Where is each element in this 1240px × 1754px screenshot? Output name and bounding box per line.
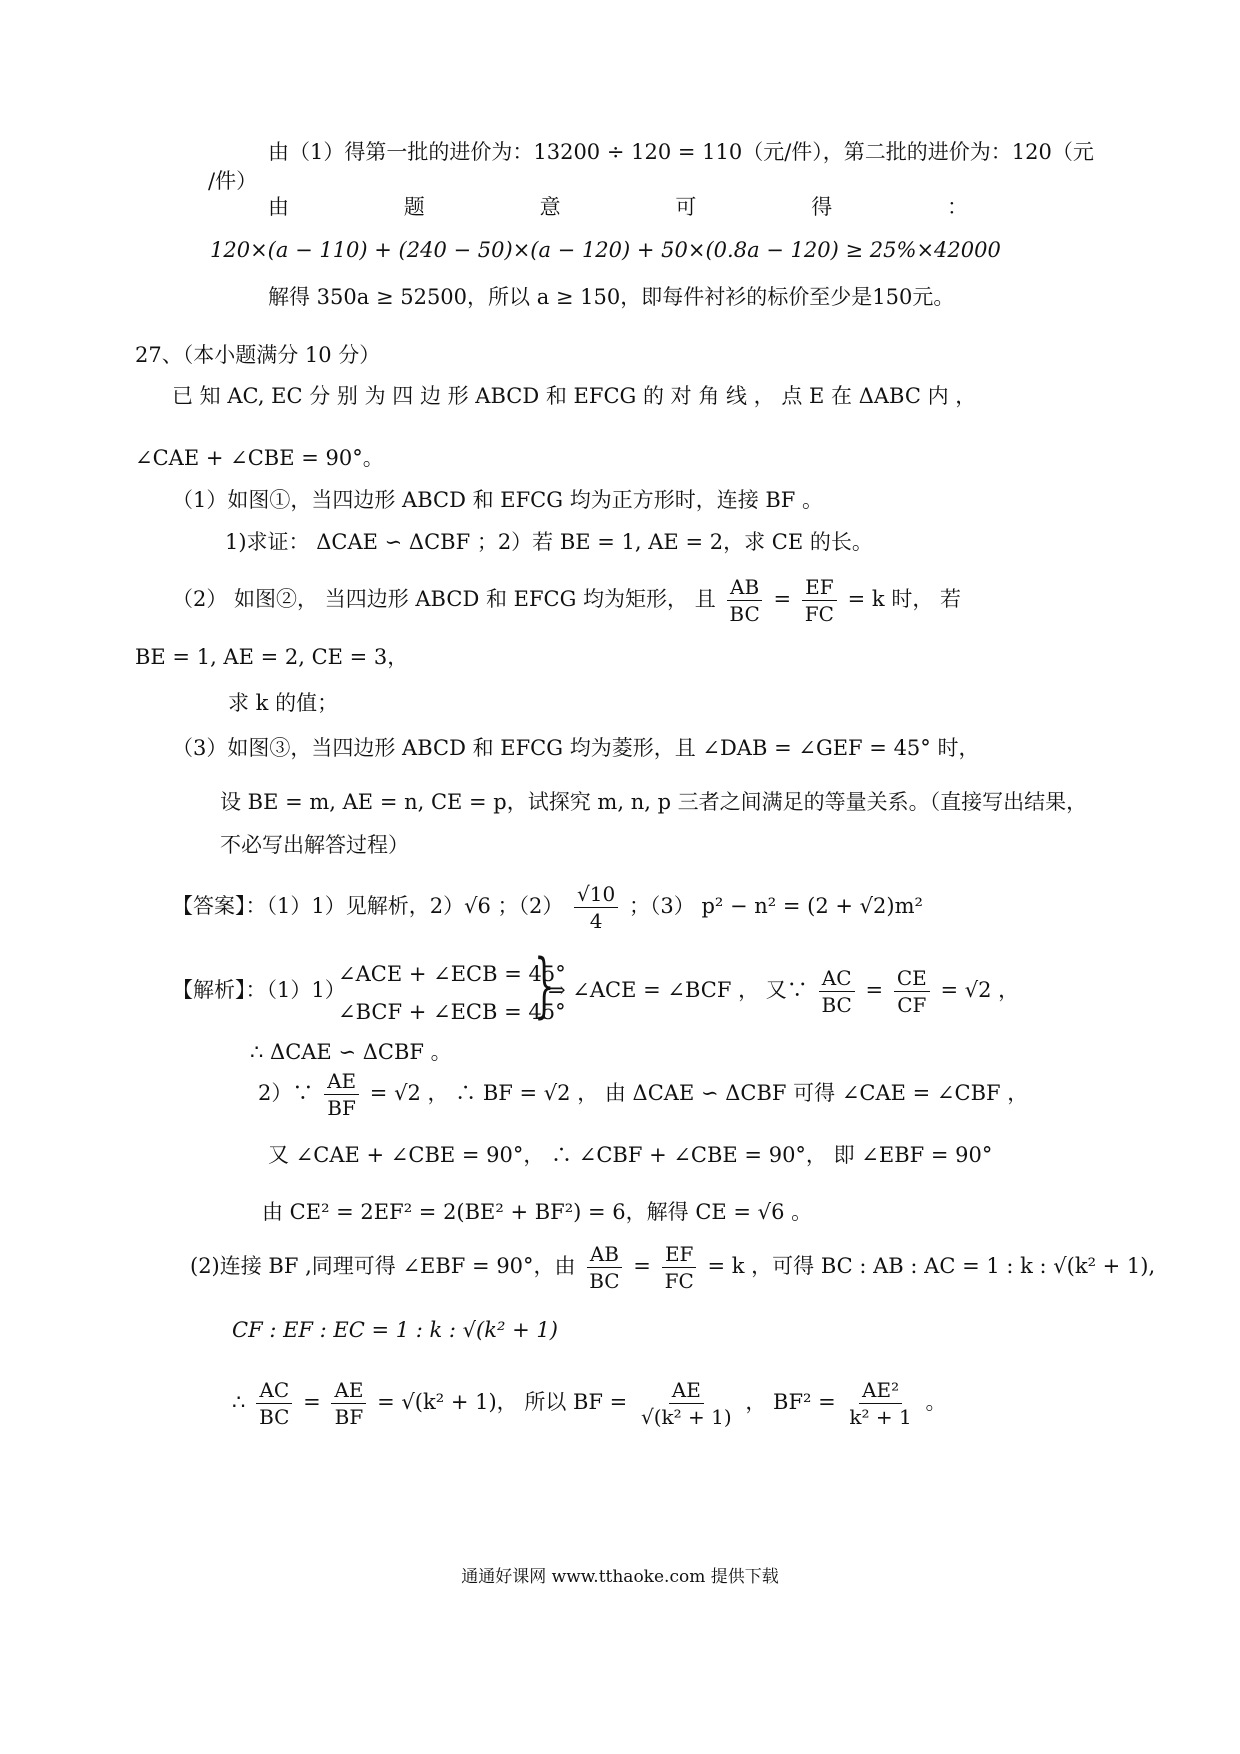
analysis-line: 由 CE² = 2EF² = 2(BE² + BF²) = 6，解得 CE = √6 。	[262, 1200, 813, 1224]
question-stem: 已 知 AC, EC 分 别 为 四 边 形 ABCD 和 EFCG 的 对 角 线 ， 点 E 在 ΔABC 内 ，	[172, 384, 977, 408]
analysis-text: ， BF² =	[745, 1390, 836, 1414]
numerator: AC	[256, 1377, 292, 1404]
char: 可	[675, 195, 697, 219]
fraction	[331, 1377, 366, 1430]
analysis-line	[190, 1238, 1155, 1294]
analysis-text: (2)连接 BF ,同理可得 ∠EBF = 90°，由	[190, 1254, 576, 1278]
equals: =	[303, 1390, 321, 1414]
analysis-text: 2）∵	[258, 1081, 314, 1105]
numerator: AB	[727, 574, 762, 601]
part-1-sub: 1)求证： ΔCAE ∽ ΔCBF ；2）若 BE = 1, AE = 2，求 CE 的长。	[225, 530, 873, 554]
char: 题	[403, 195, 425, 219]
char: 由	[268, 195, 289, 219]
analysis-line	[548, 962, 1019, 1018]
answer-line	[172, 878, 923, 934]
part-2-cond: BE = 1, AE = 2, CE = 3，	[135, 645, 409, 669]
numerator: AE	[331, 1377, 366, 1404]
fraction	[638, 1377, 735, 1430]
analysis-text: 。	[925, 1390, 947, 1414]
analysis-line: 又 ∠CAE + ∠CBE = 90°， ∴ ∠CBF + ∠CBE = 90°， 即 ∠EBF = 90°	[268, 1143, 993, 1167]
char: 得	[811, 195, 833, 219]
part-1: （1）如图①，当四边形 ABCD 和 EFCG 均为正方形时，连接 BF 。	[172, 488, 824, 512]
part-3-text: 不必写出解答过程）	[220, 833, 409, 857]
numerator: EF	[802, 574, 836, 601]
analysis-line: CF : EF : EC = 1 : k : √(k² + 1)	[232, 1318, 558, 1342]
denominator: BF	[327, 1096, 356, 1120]
part-2-text: （2） 如图②， 当四边形 ABCD 和 EFCG 均为矩形， 且	[172, 587, 716, 611]
part-2-text: = k 时， 若	[847, 587, 962, 611]
denominator: FC	[664, 1269, 694, 1293]
analysis-text: = k ，可得 BC : AB : AC = 1 : k : √(k² + 1),	[707, 1254, 1156, 1278]
part-3: （3）如图③，当四边形 ABCD 和 EFCG 均为菱形，且 ∠DAB = ∠GEF = 45° 时，	[172, 736, 980, 760]
denominator: BF	[334, 1405, 364, 1429]
part-2-ask: 求 k 的值；	[228, 691, 339, 715]
denominator: BC	[589, 1269, 620, 1293]
equals: =	[865, 978, 884, 1002]
question-stem: ∠CAE + ∠CBE = 90°。	[135, 446, 384, 470]
text-line: 解得 350a ≥ 52500，所以 a ≥ 150，即每件衬衫的标价至少是150元。	[268, 285, 955, 309]
equation: 120×(a − 110) + (240 − 50)×(a − 120) + 50×(0.8a − 120) ≥ 25%×42000	[210, 238, 1001, 262]
char: 意	[539, 195, 561, 219]
analysis-label: 【解析】：（1）1）	[172, 978, 346, 1002]
analysis-text: ⇒ ∠ACE = ∠BCF ， 又∵	[548, 978, 808, 1002]
fraction	[802, 574, 837, 627]
text-line-spread	[268, 192, 968, 222]
brace-system	[338, 955, 566, 1031]
answer-fraction	[574, 881, 618, 934]
text-line: 由（1）得第一批的进价为：13200 ÷ 120 = 110（元/件），第二批的进价为：120（元	[268, 140, 1094, 164]
analysis-text: = √2 ， ∴ BF = √2 ， 由 ΔCAE ∽ ΔCBF 可得 ∠CAE = ∠CBF ，	[369, 1081, 1029, 1105]
denominator: BC	[821, 993, 852, 1017]
question-header: 27、（本小题满分 10 分）	[135, 343, 381, 367]
numerator: AE	[324, 1068, 359, 1095]
fraction	[894, 965, 930, 1018]
fraction	[256, 1377, 292, 1430]
answer-tail: ；（3） p² − n² = (2 + √2)m²	[628, 894, 923, 918]
numerator: AE	[669, 1377, 704, 1404]
fraction	[846, 1377, 914, 1430]
analysis-line	[258, 1065, 1028, 1121]
denominator: √(k² + 1)	[640, 1405, 732, 1429]
analysis-text: = √2 ，	[940, 978, 1020, 1002]
part-3-text: 设 BE = m, AE = n, CE = p，试探究 m, n, p 三者之间满足的等量关系。（直接写出结果，	[220, 790, 1088, 814]
denominator: BC	[729, 602, 760, 626]
analysis-line	[232, 1370, 946, 1434]
numerator: AE²	[859, 1377, 902, 1404]
conclusion: ∴ ΔCAE ∽ ΔCBF 。	[250, 1040, 452, 1064]
answer-label: 【答案】：（1）1）见解析，2）√6 ；（2）	[172, 894, 564, 918]
numerator: AB	[587, 1241, 622, 1268]
numerator: CE	[894, 965, 930, 992]
numerator: AC	[819, 965, 855, 992]
therefore-icon: ∴	[232, 1390, 246, 1414]
right-brace-icon: }	[534, 944, 555, 1026]
numerator: √10	[574, 881, 618, 908]
equals: =	[633, 1254, 651, 1278]
page-footer: 通通好课网 www.tthaoke.com 提供下载	[461, 1567, 779, 1587]
fraction	[726, 574, 762, 627]
text-line: /件）	[208, 169, 258, 193]
denominator: BC	[259, 1405, 290, 1429]
denominator: FC	[804, 602, 834, 626]
equals: =	[773, 587, 792, 611]
analysis-text: = √(k² + 1)， 所以 BF =	[377, 1390, 628, 1414]
numerator: EF	[662, 1241, 696, 1268]
char: ：	[946, 195, 968, 219]
denominator: k² + 1	[849, 1405, 912, 1429]
denominator: CF	[897, 993, 927, 1017]
fraction	[662, 1241, 697, 1294]
system-row: ∠ACE + ∠ECB = 45°	[338, 962, 566, 986]
fraction	[324, 1068, 359, 1121]
fraction	[586, 1241, 622, 1294]
denominator: 4	[589, 909, 603, 933]
fraction	[818, 965, 854, 1018]
part-2	[172, 571, 961, 627]
system-row: ∠BCF + ∠ECB = 45°	[338, 1000, 566, 1024]
